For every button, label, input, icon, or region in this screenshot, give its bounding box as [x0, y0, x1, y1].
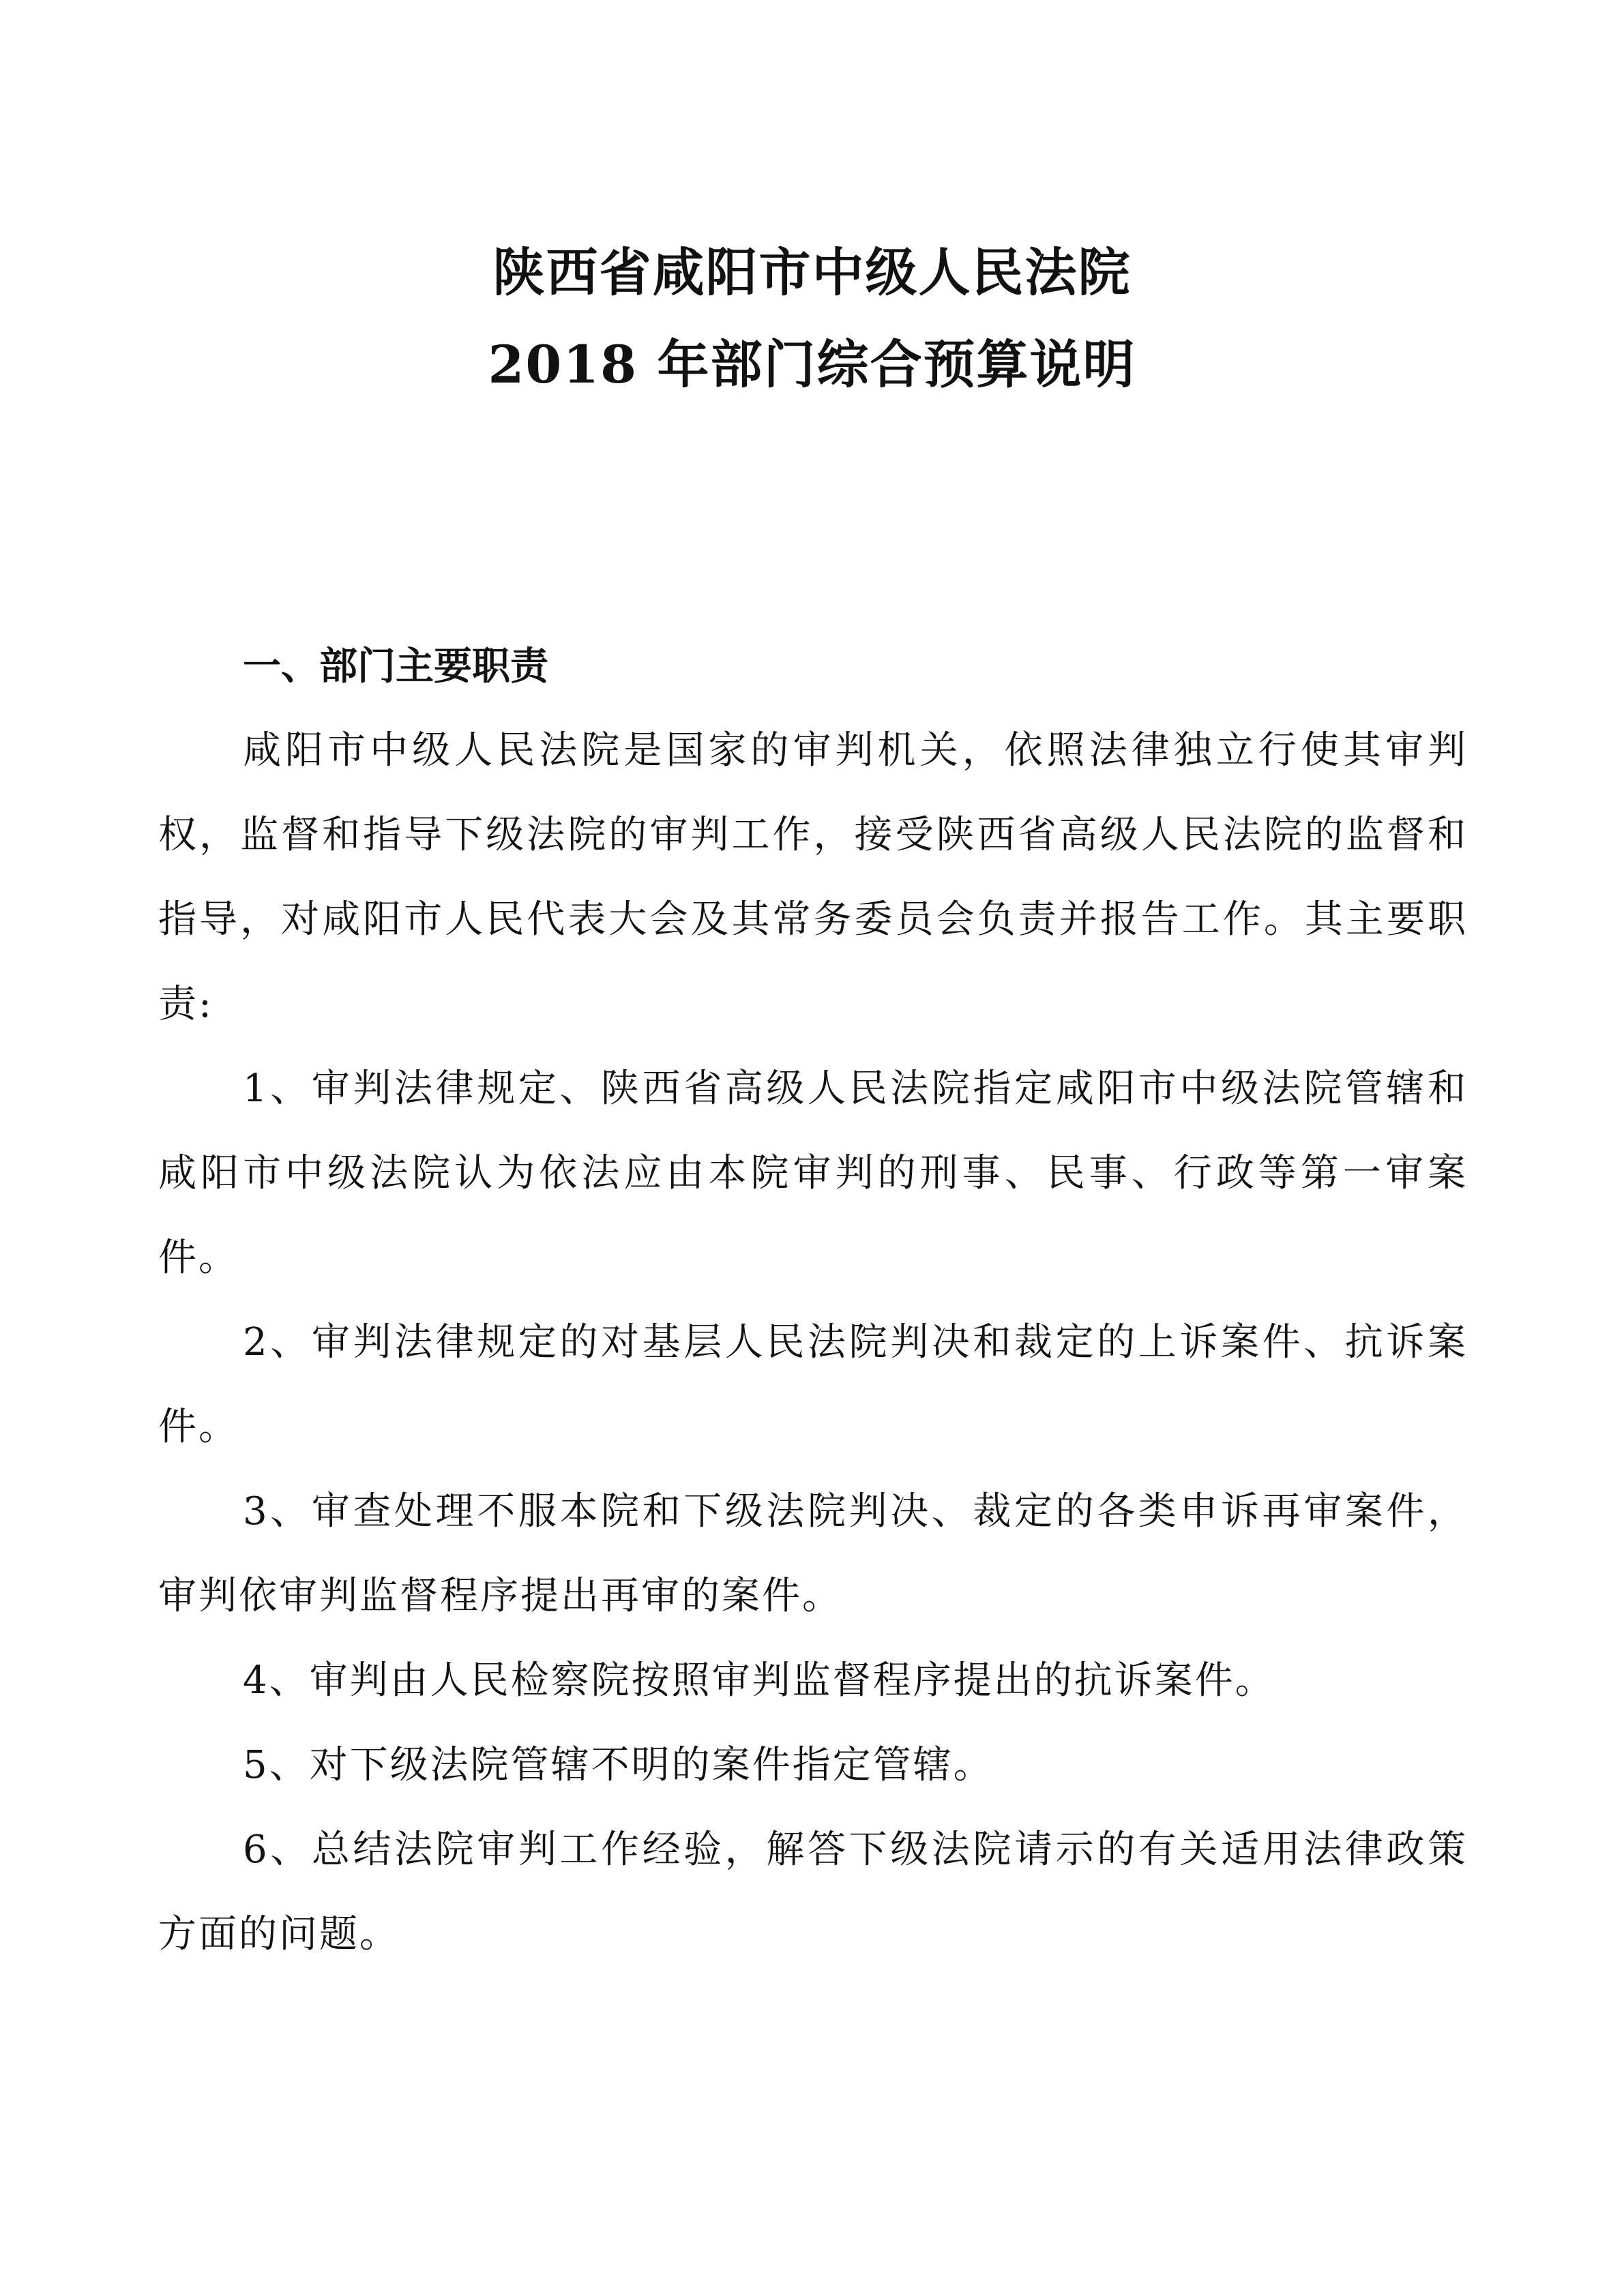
document-title-line2: 2018 年部门综合预算说明 — [488, 334, 1136, 395]
paragraph-duty-2: 2、审判法律规定的对基层人民法院判决和裁定的上诉案件、抗诉案件。 — [158, 1320, 1468, 1449]
paragraph-intro: 咸阳市中级人民法院是国家的审判机关，依照法律独立行使其审判权，监督和指导下级法院的审判工作，接受陕西省高级人民法院的监督和指导，对咸阳市人民代表大会及其常务委员会负责并报告工作。其主要职责: — [158, 728, 1468, 1026]
paragraph-duty-3: 3、审查处理不服本院和下级法院判决、裁定的各类申诉再审案件，审判依审判监督程序提出再审的案件。 — [158, 1489, 1468, 1618]
document-title-line1: 陕西省咸阳市中级人民法院 — [492, 242, 1132, 303]
document-body — [158, 624, 1468, 1977]
paragraph-duty-1: 1、审判法律规定、陕西省高级人民法院指定咸阳市中级法院管辖和咸阳市中级法院认为依法应由本院审判的刑事、民事、行政等第一审案件。 — [158, 1067, 1468, 1280]
paragraph-duty-4: 4、审判由人民检察院按照审判监督程序提出的抗诉案件。 — [243, 1658, 1275, 1703]
paragraph-duty-6: 6、总结法院审判工作经验，解答下级法院请示的有关适用法律政策方面的问题。 — [158, 1828, 1468, 1956]
section-heading: 一、部门主要职责 — [243, 644, 548, 689]
paragraph-duty-5: 5、对下级法院管辖不明的案件指定管辖。 — [243, 1743, 994, 1787]
